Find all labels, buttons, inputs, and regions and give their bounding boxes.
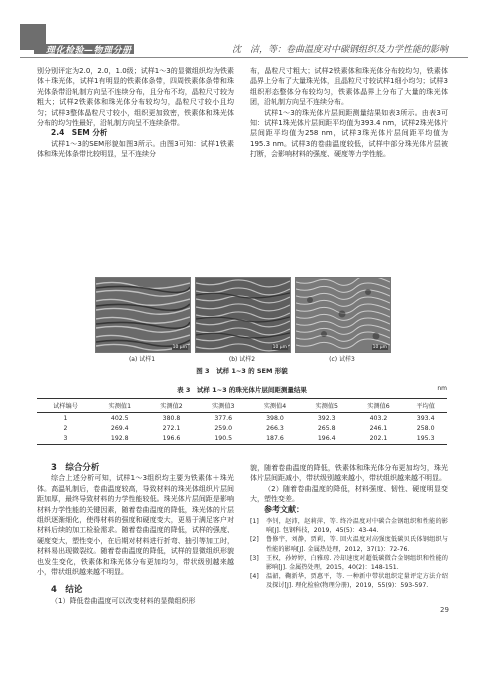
- table-unit: nm: [437, 385, 447, 392]
- column-header: 实测值4: [249, 399, 301, 413]
- scale-bar-label: 10 μm: [172, 345, 187, 350]
- table-cell: 377.6: [214, 414, 233, 422]
- table-cell: 196.6: [146, 433, 198, 444]
- table-cell: 380.8: [162, 414, 181, 422]
- figure-caption: 图 3 试样 1~3 的 SEM 形貌: [196, 367, 288, 375]
- page-number: 29: [440, 606, 449, 614]
- micrograph-texture: [196, 278, 290, 352]
- left-column-bottom: [37, 463, 234, 606]
- paragraph: 布，晶粒尺寸粗大；试样2铁素体和珠光体分布较均匀，铁素体晶界上分布了大量珠光体，且晶粒尺寸较试样1细小均匀；试样3组织形态整体分布较均匀，铁素体晶界上分布了大量的珠光体团，沿轧制方向呈不连续分布。: [250, 67, 448, 107]
- table-row: [37, 423, 447, 433]
- table-cell: 393.4: [416, 414, 435, 422]
- subfigure-caption-b: (b) 试样2: [228, 356, 256, 363]
- table-cell: 269.4: [110, 424, 129, 432]
- table-cell: 259.0: [214, 424, 233, 432]
- table-caption-text: 表 3 试样 1~3 的珠光体片层间距测量结果: [177, 386, 307, 394]
- sem-micrograph-sample-2: [195, 277, 291, 353]
- table-caption: [37, 385, 447, 394]
- reference-list: [250, 517, 448, 591]
- table-cell: 272.1: [162, 424, 181, 432]
- table-cell: 2: [63, 424, 68, 432]
- paragraph: （2）随着卷曲温度的降低，材料强度、韧性、硬度明显变大，塑性变差。: [250, 484, 448, 504]
- reference-text: 温韶，鞠新华，贾惠平，等. 一种新中带状组织定量评定方法介绍及探讨[J]. 理化检验(物理分册)，2019，55(9)：593-597.: [266, 573, 448, 590]
- reference-text: 鲁修宇，刘静，贾莉，等. 回火温度对高强度低碳贝氏体钢组织与性能的影响[J]. 金属热处理，2012，37(1)：72-76.: [266, 536, 448, 553]
- running-title: 沈 洁，等：卷曲温度对中碳钢组织及力学性能的影响: [232, 45, 449, 55]
- section-heading-conclusion: 4 结论: [51, 585, 83, 596]
- table-3: [37, 385, 447, 445]
- reference-number: [2]: [250, 536, 259, 544]
- scale-bar-label: 10 μm: [372, 345, 387, 350]
- reference-text: 李钊，赵沛，赵莉萍，等. 终冷温度对中碳合金钢组织和性能的影响[J]. 包钢科技，2019，45(5)：43-44.: [266, 518, 448, 535]
- column-header: 实测值5: [301, 399, 353, 413]
- column-header: 实测值1: [94, 399, 146, 413]
- reference-item: [250, 517, 448, 535]
- table-cell: 258.0: [416, 424, 435, 432]
- reference-number: [1]: [250, 518, 259, 526]
- subfigure-caption-c: (c) 试样3: [329, 356, 355, 363]
- scale-bar-label: 10 μm: [272, 345, 287, 350]
- table-cell: 265.8: [317, 424, 336, 432]
- sem-micrograph-sample-3: [295, 277, 391, 353]
- paragraph: 别分别评定为2.0，2.0，1.0级；试样1～3的显微组织均为铁素体＋珠光体，试样1有明显的铁素体条带，四周铁素体条带和珠光体条带沿轧制方向呈不连续分布，且分布不均，晶粒尺寸较为粗大；试样2铁素体和珠光体分布较均匀，晶粒尺寸较小且均匀；试样3整体晶粒尺寸较小，组织更加致密，铁素体和珠光体分布的均匀性最好，沿轧制方向呈不连续条带。: [37, 67, 234, 128]
- table-cell: 398.0: [266, 414, 284, 422]
- header-rule: [20, 57, 468, 58]
- table-cell: 187.6: [249, 433, 301, 444]
- reference-text: 王权，孙婷婷，白雅琼. 冷却速度对超低碳微合金钢组织和性能的影响[J]. 金属热处理，2015，40(2)：148-151.: [266, 554, 448, 572]
- page-header: [0, 0, 480, 62]
- table-cell: 246.1: [369, 424, 388, 432]
- column-header: 实测值6: [353, 399, 405, 413]
- references-heading: 参考文献：: [264, 504, 304, 514]
- table-cell: 1: [63, 414, 68, 422]
- micrograph-texture: [296, 278, 390, 352]
- table-cell: 202.1: [353, 433, 405, 444]
- paragraph: （1）降低卷曲温度可以改变材料的显微组织形: [51, 596, 196, 605]
- reference-item: [250, 554, 448, 572]
- table-row: [37, 413, 447, 424]
- sem-micrograph-sample-1: [95, 277, 191, 353]
- table-cell: 196.4: [301, 433, 353, 444]
- right-column-top: [250, 66, 448, 160]
- paragraph: 貌，随着卷曲温度的降低，铁素体和珠光体分布更加均匀，珠光体片层间距减小，带状级别越来越小，带状组织越来越不明显。: [250, 464, 448, 483]
- table-header-row: [37, 399, 447, 413]
- reference-number: [3]: [250, 554, 259, 562]
- table-row: [37, 433, 447, 444]
- reference-number: [4]: [250, 573, 259, 581]
- paragraph: 综合上述分析可知，试样1～3组织均主要为铁素体＋珠光体。高温轧制后，卷曲温度较高，导致材料的珠光体组织片层间距加厚，最终导致材料的力学性能较低。珠光体片层间距是影响材料力学性能的关键因素，随着卷曲温度的降低，珠光体的片层组织逐渐细化，使得材料的强度和硬度变大，更易于满足客户对材料后续的加工检验需求。随着卷曲温度的降低，试样的强度、硬度变大，塑性变小，在后期对材料进行折弯、抽引等加工时，材料易出现微裂纹。随着卷曲温度的降低，试样的显微组织形貌也发生变化，铁素体和珠光体分布更加均匀，带状级别越来越小，带状组织越来越不明显。: [37, 474, 234, 577]
- section-heading-analysis: 3 综合分析: [51, 463, 100, 473]
- micrograph-texture: [96, 278, 190, 352]
- subfigure-caption-a: (a) 试样1: [128, 356, 156, 363]
- journal-logo-text: 理化检验—物理分册: [46, 46, 132, 56]
- reference-item: [250, 572, 448, 590]
- left-column-top: [37, 66, 234, 160]
- table-cell: 192.8: [94, 433, 146, 444]
- table-cell: 195.3: [404, 433, 447, 444]
- column-header: 试样编号: [37, 399, 94, 413]
- table-cell: 266.3: [266, 424, 284, 432]
- paragraph: 试样1～3的珠光体片层间距测量结果如表3所示。由表3可知：试样1珠光体片层间距平均值为393.4 nm，试样2珠光体片层间距平均值为258 nm，试样3珠光体片层间距平均值为195.3 nm。试样3的卷曲温度较低，试样中部分珠光体片层被打断，会影响材料的强度、硬度等力学性能。: [250, 108, 448, 159]
- table-cell: 392.3: [317, 414, 336, 422]
- table-cell: 3: [37, 433, 94, 444]
- data-table: [37, 398, 447, 445]
- column-header: 实测值3: [197, 399, 249, 413]
- reference-item: [250, 535, 448, 553]
- section-heading-sem: 2.4 SEM 分析: [51, 128, 108, 138]
- table-cell: 190.5: [197, 433, 249, 444]
- table-cell: 403.2: [369, 414, 388, 422]
- column-header: 平均值: [404, 399, 447, 413]
- column-header: 实测值2: [146, 399, 198, 413]
- paragraph: 试样1～3的SEM形貌如图3所示。由图3可知：试样1铁素体和珠光体条带比较明显，呈不连续分: [37, 139, 234, 159]
- table-cell: 402.5: [110, 414, 129, 422]
- right-column-bottom: [250, 463, 448, 591]
